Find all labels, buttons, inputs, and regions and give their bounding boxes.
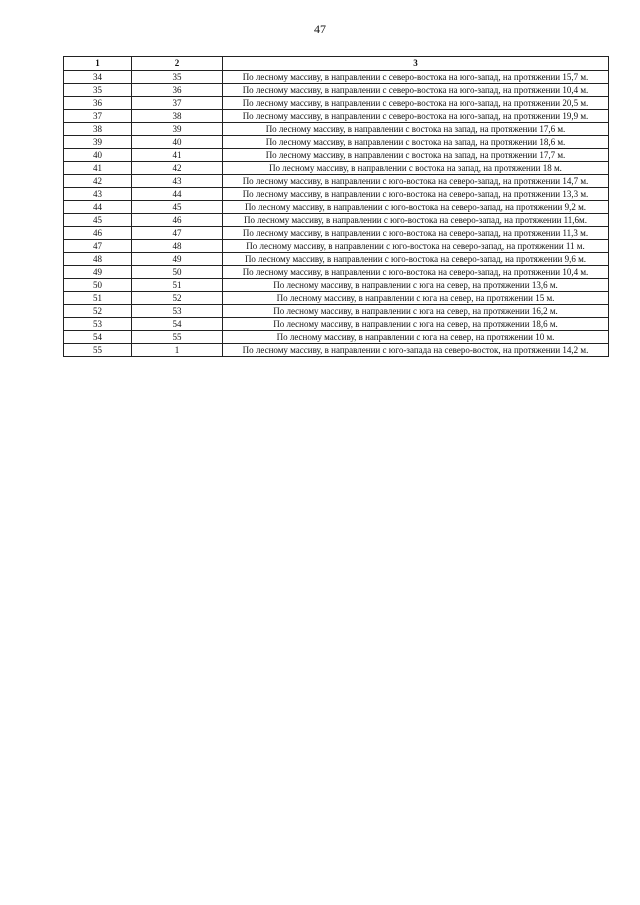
cell-description: По лесному массиву, в направлении с востока на запад, на протяжении 18 м. [223,162,609,175]
cell-to-point: 54 [132,318,223,331]
table-row [64,162,609,175]
cell-from-point: 50 [64,279,132,292]
cell-to-point: 37 [132,97,223,110]
table-row [64,188,609,201]
cell-from-point: 36 [64,97,132,110]
cell-from-point: 55 [64,344,132,357]
cell-to-point: 44 [132,188,223,201]
table-row [64,318,609,331]
header-col-2: 2 [132,57,223,71]
table-row [64,305,609,318]
header-col-1: 1 [64,57,132,71]
cell-from-point: 40 [64,149,132,162]
table-row [64,71,609,84]
table-row [64,110,609,123]
cell-from-point: 41 [64,162,132,175]
cell-description: По лесному массиву, в направлении с юго-запада на северо-восток, на протяжении 14,2 м. [223,344,609,357]
boundary-table [63,56,609,357]
cell-from-point: 47 [64,240,132,253]
table-row [64,253,609,266]
table-row [64,136,609,149]
cell-description: По лесному массиву, в направлении с юго-востока на северо-запад, на протяжении 9,6 м. [223,253,609,266]
cell-description: По лесному массиву, в направлении с юго-востока на северо-запад, на протяжении 11,3 м. [223,227,609,240]
page-number: 47 [314,22,326,36]
cell-to-point: 38 [132,110,223,123]
cell-description: По лесному массиву, в направлении с северо-востока на юго-запад, на протяжении 15,7 м. [223,71,609,84]
cell-to-point: 43 [132,175,223,188]
cell-to-point: 36 [132,84,223,97]
cell-from-point: 35 [64,84,132,97]
cell-to-point: 52 [132,292,223,305]
cell-description: По лесному массиву, в направлении с юго-востока на северо-запад, на протяжении 10,4 м. [223,266,609,279]
cell-from-point: 49 [64,266,132,279]
cell-to-point: 55 [132,331,223,344]
cell-from-point: 34 [64,71,132,84]
cell-from-point: 38 [64,123,132,136]
cell-from-point: 52 [64,305,132,318]
cell-from-point: 48 [64,253,132,266]
cell-to-point: 40 [132,136,223,149]
table-row [64,292,609,305]
cell-description: По лесному массиву, в направлении с юго-востока на северо-запад, на протяжении 14,7 м. [223,175,609,188]
cell-to-point: 42 [132,162,223,175]
cell-description: По лесному массиву, в направлении с северо-востока на юго-запад, на протяжении 20,5 м. [223,97,609,110]
cell-to-point: 1 [132,344,223,357]
cell-from-point: 54 [64,331,132,344]
cell-to-point: 53 [132,305,223,318]
cell-from-point: 37 [64,110,132,123]
cell-description: По лесному массиву, в направлении с юга на север, на протяжении 13,6 м. [223,279,609,292]
cell-description: По лесному массиву, в направлении с юга на север, на протяжении 15 м. [223,292,609,305]
cell-to-point: 39 [132,123,223,136]
cell-description: По лесному массиву, в направлении с юга на север, на протяжении 18,6 м. [223,318,609,331]
cell-description: По лесному массиву, в направлении с юга на север, на протяжении 10 м. [223,331,609,344]
cell-description: По лесному массиву, в направлении с юга на север, на протяжении 16,2 м. [223,305,609,318]
table-row [64,123,609,136]
table-row [64,331,609,344]
table-row [64,227,609,240]
cell-description: По лесному массиву, в направлении с северо-востока на юго-запад, на протяжении 10,4 м. [223,84,609,97]
cell-to-point: 48 [132,240,223,253]
table-row [64,344,609,357]
table-row [64,149,609,162]
table-row [64,201,609,214]
cell-to-point: 51 [132,279,223,292]
table-header-row [64,57,609,71]
cell-to-point: 45 [132,201,223,214]
table-row [64,279,609,292]
cell-to-point: 50 [132,266,223,279]
cell-description: По лесному массиву, в направлении с юго-востока на северо-запад, на протяжении 11 м. [223,240,609,253]
cell-from-point: 43 [64,188,132,201]
cell-from-point: 46 [64,227,132,240]
table-row [64,175,609,188]
table-row [64,266,609,279]
header-col-3: 3 [223,57,609,71]
cell-description: По лесному массиву, в направлении с северо-востока на юго-запад, на протяжении 19,9 м. [223,110,609,123]
cell-from-point: 42 [64,175,132,188]
cell-to-point: 41 [132,149,223,162]
cell-description: По лесному массиву, в направлении с востока на запад, на протяжении 18,6 м. [223,136,609,149]
cell-description: По лесному массиву, в направлении с востока на запад, на протяжении 17,6 м. [223,123,609,136]
cell-from-point: 45 [64,214,132,227]
cell-to-point: 47 [132,227,223,240]
cell-from-point: 39 [64,136,132,149]
cell-description: По лесному массиву, в направлении с востока на запад, на протяжении 17,7 м. [223,149,609,162]
table-row [64,84,609,97]
cell-to-point: 35 [132,71,223,84]
cell-from-point: 51 [64,292,132,305]
cell-from-point: 53 [64,318,132,331]
cell-to-point: 49 [132,253,223,266]
cell-description: По лесному массиву, в направлении с юго-востока на северо-запад, на протяжении 9,2 м. [223,201,609,214]
cell-description: По лесному массиву, в направлении с юго-востока на северо-запад, на протяжении 13,3 м. [223,188,609,201]
cell-from-point: 44 [64,201,132,214]
cell-description: По лесному массиву, в направлении с юго-востока на северо-запад, на протяжении 11,6м. [223,214,609,227]
table-body [64,71,609,357]
table-row [64,214,609,227]
table-row [64,97,609,110]
cell-to-point: 46 [132,214,223,227]
table-row [64,240,609,253]
